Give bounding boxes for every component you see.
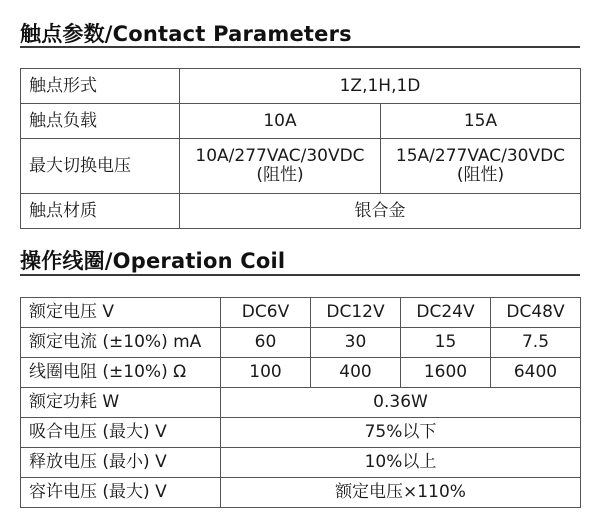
- rated-voltage-dc48v: DC48V: [491, 298, 581, 328]
- rated-current-dc12v: 30: [311, 328, 401, 358]
- resistive-note: (阻性): [456, 165, 505, 185]
- rated-current-dc6v: 60: [221, 328, 311, 358]
- table-row: [21, 478, 581, 508]
- row-label-rated-current: 额定电流 (±10%) mA: [21, 328, 221, 358]
- coil-resistance-dc12v: 400: [311, 358, 401, 388]
- contact-material-value: 银合金: [180, 194, 581, 229]
- max-switching-voltage-15a: [381, 139, 581, 194]
- table-row: [21, 104, 581, 139]
- table-row: [21, 358, 581, 388]
- coil-resistance-dc48v: 6400: [491, 358, 581, 388]
- coil-resistance-dc6v: 100: [221, 358, 311, 388]
- rated-voltage-dc6v: DC6V: [221, 298, 311, 328]
- contact-load-15a: 15A: [381, 104, 581, 139]
- switching-line: 10A/277VAC/30VDC: [195, 146, 365, 167]
- row-label-allowable-voltage: 容许电压 (最大) V: [21, 478, 221, 508]
- rated-current-dc48v: 7.5: [491, 328, 581, 358]
- allowable-voltage-value: 额定电压×110%: [221, 478, 581, 508]
- table-row: [21, 448, 581, 478]
- contact-section-title: 触点参数/Contact Parameters: [20, 22, 352, 46]
- rated-power-value: 0.36W: [221, 388, 581, 418]
- row-label-rated-voltage: 额定电压 V: [21, 298, 221, 328]
- row-label-rated-power: 额定功耗 W: [21, 388, 221, 418]
- max-switching-voltage-10a: [180, 139, 381, 194]
- rated-voltage-dc12v: DC12V: [311, 298, 401, 328]
- table-row: [21, 328, 581, 358]
- contact-parameters-table: [20, 68, 581, 229]
- table-row: [21, 418, 581, 448]
- contact-form-value: 1Z,1H,1D: [180, 69, 581, 104]
- contact-section-rule: [20, 46, 580, 48]
- release-voltage-value: 10%以上: [221, 448, 581, 478]
- resistive-note: (阻性): [256, 165, 304, 185]
- row-label-coil-resistance: 线圈电阻 (±10%) Ω: [21, 358, 221, 388]
- rated-current-dc24v: 15: [401, 328, 491, 358]
- switching-line: 15A/277VAC/30VDC: [395, 146, 566, 167]
- coil-resistance-dc24v: 1600: [401, 358, 491, 388]
- row-label-release-voltage: 释放电压 (最小) V: [21, 448, 221, 478]
- rated-voltage-dc24v: DC24V: [401, 298, 491, 328]
- coil-section-rule: [20, 274, 580, 276]
- table-row: [21, 69, 581, 104]
- contact-load-10a: 10A: [180, 104, 381, 139]
- table-row: [21, 139, 581, 194]
- pickup-voltage-value: 75%以下: [221, 418, 581, 448]
- coil-section-title: 操作线圈/Operation Coil: [20, 249, 286, 273]
- row-label-pickup-voltage: 吸合电压 (最大) V: [21, 418, 221, 448]
- row-label-contact-form: 触点形式: [21, 69, 180, 104]
- operation-coil-table: [20, 297, 581, 508]
- table-row: [21, 388, 581, 418]
- table-row: [21, 298, 581, 328]
- table-row: [21, 194, 581, 229]
- row-label-contact-load: 触点负载: [21, 104, 180, 139]
- row-label-contact-material: 触点材质: [21, 194, 180, 229]
- row-label-max-switching-voltage: 最大切换电压: [21, 139, 180, 194]
